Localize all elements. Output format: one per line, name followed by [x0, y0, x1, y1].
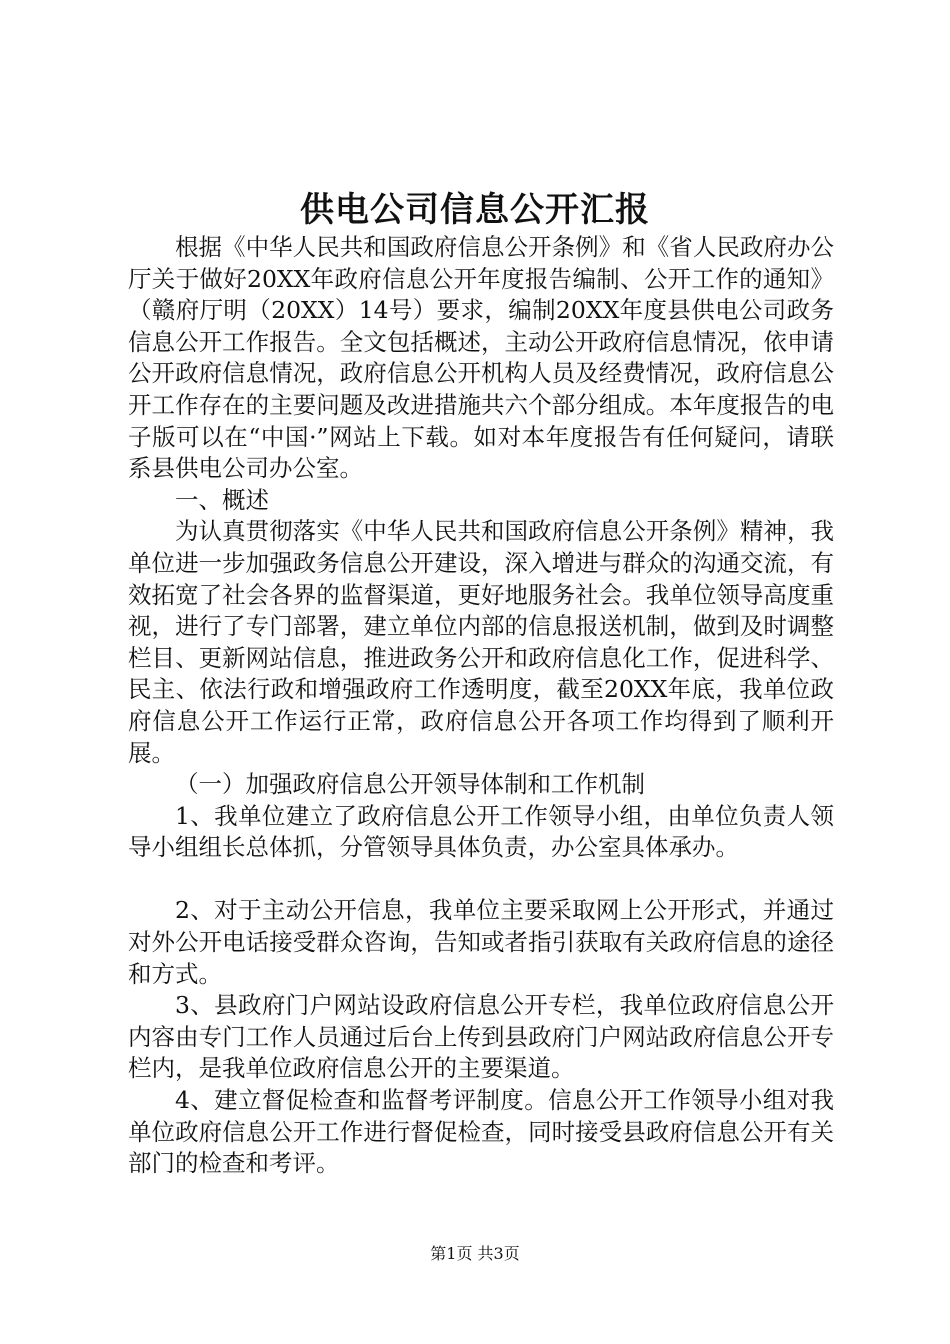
overview-paragraph: 为认真贯彻落实《中华人民共和国政府信息公开条例》精神，我单位进一步加强政务信息公开建设，深入增进与群众的沟通交流，有效拓宽了社会各界的监督渠道，更好地服务社会。我单位领导高度重视，进行了专门部署，建立单位内部的信息报送机制，做到及时调整栏目、更新网站信息，推进政务公开和政府信息化工作，促进科学、民主、依法行政和增强政府工作透明度，截至20XX年底，我单位政府信息公开工作运行正常，政府信息公开各项工作均得到了顺利开展。	[128, 517, 834, 767]
list-item-4: 4、建立督促检查和监督考评制度。信息公开工作领导小组对我单位政府信息公开工作进行督促检查，同时接受县政府信息公开有关部门的检查和考评。	[128, 1086, 834, 1178]
section-heading-overview: 一、概述	[175, 485, 269, 514]
document-body	[128, 232, 834, 1180]
intro-paragraph: 根据《中华人民共和国政府信息公开条例》和《省人民政府办公厅关于做好20XX年政府信息公开年度报告编制、公开工作的通知》（赣府厅明（20XX）14号）要求，编制20XX年度县供电公司政务信息公开工作报告。全文包括概述，主动公开政府信息情况，依申请公开政府信息情况，政府信息公开机构人员及经费情况，政府信息公开工作存在的主要问题及改进措施共六个部分组成。本年度报告的电子版可以在“中国·”网站上下载。如对本年度报告有任何疑问，请联系县供电公司办公室。	[128, 233, 834, 483]
list-item-1: 1、我单位建立了政府信息公开工作领导小组，由单位负责人领导小组组长总体抓，分管领导具体负责，办公室具体承办。	[128, 801, 834, 862]
subsection-heading: （一）加强政府信息公开领导体制和工作机制	[175, 770, 645, 799]
page-footer: 第1页 共3页	[430, 1244, 520, 1263]
list-item-3: 3、县政府门户网站设政府信息公开专栏，我单位政府信息公开内容由专门工作人员通过后台上传到县政府门户网站政府信息公开专栏内，是我单位政府信息公开的主要渠道。	[128, 991, 834, 1083]
document-title: 供电公司信息公开汇报	[300, 190, 650, 230]
list-item-2: 2、对于主动公开信息，我单位主要采取网上公开形式，并通过对外公开电话接受群众咨询，告知或者指引获取有关政府信息的途径和方式。	[128, 896, 834, 988]
